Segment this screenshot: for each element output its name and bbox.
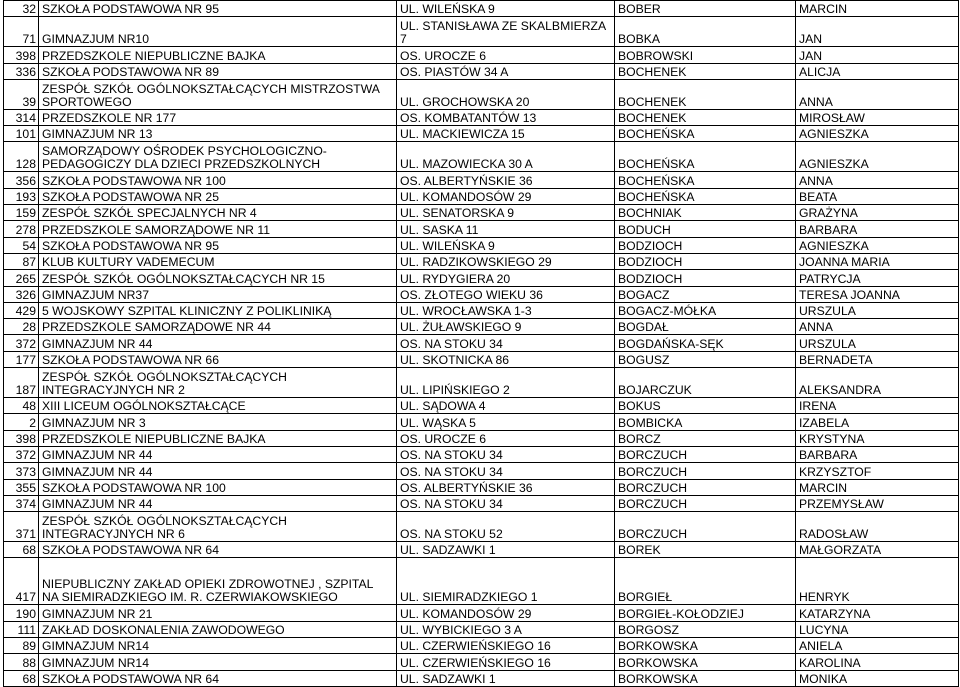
cell-id: 88 (4, 654, 39, 670)
cell-first-name: PATRYCJA (796, 270, 959, 286)
table-row (4, 654, 959, 670)
cell-surname: BORCZUCH (615, 495, 796, 511)
cell-id: 28 (4, 319, 39, 335)
cell-address: UL. MACKIEWICZA 15 (397, 126, 615, 142)
table-row (4, 237, 959, 253)
cell-address: OS. NA STOKU 52 (397, 512, 615, 542)
cell-surname: BOGUSZ (615, 351, 796, 367)
cell-institution: SZKOŁA PODSTAWOWA NR 95 (39, 1, 397, 17)
cell-institution: SZKOŁA PODSTAWOWA NR 25 (39, 188, 397, 204)
cell-institution: GIMNAZJUM NR 44 (39, 463, 397, 479)
cell-first-name: ANNA (796, 79, 959, 109)
cell-address: UL. CZERWIEŃSKIEGO 16 (397, 638, 615, 654)
table-row (4, 17, 959, 47)
cell-surname: BOJARCZUK (615, 368, 796, 398)
cell-institution: PRZEDSZKOLE SAMORZĄDOWE NR 44 (39, 319, 397, 335)
cell-surname: BOCHEŃSKA (615, 126, 796, 142)
table-row (4, 368, 959, 398)
cell-id: 372 (4, 446, 39, 462)
cell-institution: SZKOŁA PODSTAWOWA NR 64 (39, 670, 397, 686)
cell-institution: SZKOŁA PODSTAWOWA NR 89 (39, 63, 397, 79)
table-row (4, 479, 959, 495)
table-row (4, 47, 959, 63)
cell-address: UL. WROCŁAWSKA 1-3 (397, 302, 615, 318)
cell-surname: BODZIOCH (615, 253, 796, 269)
table-row (4, 398, 959, 414)
table-row (4, 302, 959, 318)
cell-id: 371 (4, 512, 39, 542)
cell-surname: BORKOWSKA (615, 670, 796, 686)
cell-id: 398 (4, 430, 39, 446)
cell-address: UL. SADZAWKI 1 (397, 670, 615, 686)
cell-institution: ZESPÓŁ SZKÓŁ OGÓLNOKSZTAŁCĄCYCH NR 15 (39, 270, 397, 286)
cell-surname: BOGDAŃSKA-SĘK (615, 335, 796, 351)
cell-id: 87 (4, 253, 39, 269)
cell-address: OS. NA STOKU 34 (397, 446, 615, 462)
cell-institution: SZKOŁA PODSTAWOWA NR 95 (39, 237, 397, 253)
table-row (4, 621, 959, 637)
cell-first-name: MONIKA (796, 670, 959, 686)
cell-institution: PRZEDSZKOLE NIEPUBLICZNE BAJKA (39, 47, 397, 63)
cell-id: 265 (4, 270, 39, 286)
cell-address: OS. ALBERTYŃSKIE 36 (397, 172, 615, 188)
cell-id: 48 (4, 398, 39, 414)
cell-address: UL. WILEŃSKA 9 (397, 237, 615, 253)
cell-surname: BORKOWSKA (615, 638, 796, 654)
cell-address: UL. GROCHOWSKA 20 (397, 79, 615, 109)
cell-surname: BOCHENEK (615, 109, 796, 125)
cell-institution: GIMNAZJUM NR 44 (39, 446, 397, 462)
table-row (4, 221, 959, 237)
cell-surname: BOCHEŃSKA (615, 172, 796, 188)
cell-surname: BOBKA (615, 17, 796, 47)
cell-surname: BORKOWSKA (615, 654, 796, 670)
cell-surname: BORCZUCH (615, 446, 796, 462)
cell-address: OS. NA STOKU 34 (397, 463, 615, 479)
cell-first-name: MAŁGORZATA (796, 542, 959, 558)
cell-surname: BORGIEŁ (615, 558, 796, 605)
table-row (4, 142, 959, 172)
table-row (4, 351, 959, 367)
cell-institution: GIMNAZJUM NR 21 (39, 605, 397, 621)
cell-id: 128 (4, 142, 39, 172)
cell-first-name: MIROSŁAW (796, 109, 959, 125)
cell-first-name: JAN (796, 47, 959, 63)
cell-first-name: GRAŻYNA (796, 205, 959, 221)
table-row (4, 205, 959, 221)
cell-address: UL. SADZAWKI 1 (397, 542, 615, 558)
cell-first-name: BERNADETA (796, 351, 959, 367)
cell-first-name: ANNA (796, 172, 959, 188)
cell-surname: BOBROWSKI (615, 47, 796, 63)
cell-address: UL. SENATORSKA 9 (397, 205, 615, 221)
cell-address: UL. WĄSKA 5 (397, 414, 615, 430)
cell-first-name: ANIELA (796, 638, 959, 654)
cell-id: 39 (4, 79, 39, 109)
cell-institution: GIMNAZJUM NR37 (39, 286, 397, 302)
cell-address: OS. ALBERTYŃSKIE 36 (397, 479, 615, 495)
cell-first-name: ALEKSANDRA (796, 368, 959, 398)
table-row (4, 670, 959, 686)
cell-institution: ZESPÓŁ SZKÓŁ OGÓLNOKSZTAŁCĄCYCH MISTRZOSTWA SPORTOWEGO (39, 79, 397, 109)
cell-id: 32 (4, 1, 39, 17)
cell-address: OS. ZŁOTEGO WIEKU 36 (397, 286, 615, 302)
cell-address: UL. WYBICKIEGO 3 A (397, 621, 615, 637)
cell-institution: KLUB KULTURY VADEMECUM (39, 253, 397, 269)
cell-surname: BORCZUCH (615, 463, 796, 479)
cell-id: 68 (4, 542, 39, 558)
cell-institution: SZKOŁA PODSTAWOWA NR 100 (39, 479, 397, 495)
cell-first-name: LUCYNA (796, 621, 959, 637)
cell-institution: SZKOŁA PODSTAWOWA NR 64 (39, 542, 397, 558)
cell-id: 314 (4, 109, 39, 125)
cell-address: UL. KOMANDOSÓW 29 (397, 188, 615, 204)
cell-id: 68 (4, 670, 39, 686)
cell-institution: GIMNAZJUM NR14 (39, 638, 397, 654)
cell-first-name: AGNIESZKA (796, 142, 959, 172)
cell-address: OS. NA STOKU 34 (397, 495, 615, 511)
cell-institution: GIMNAZJUM NR14 (39, 654, 397, 670)
cell-first-name: TERESA JOANNA (796, 286, 959, 302)
cell-id: 429 (4, 302, 39, 318)
cell-id: 278 (4, 221, 39, 237)
cell-first-name: KRYSTYNA (796, 430, 959, 446)
cell-address: OS. UROCZE 6 (397, 430, 615, 446)
cell-id: 177 (4, 351, 39, 367)
cell-institution: GIMNAZJUM NR10 (39, 17, 397, 47)
table-row (4, 1, 959, 17)
cell-institution: GIMNAZJUM NR 44 (39, 335, 397, 351)
cell-institution: SAMORZĄDOWY OŚRODEK PSYCHOLOGICZNO-PEDAGOGICZY DLA DZIECI PRZEDSZKOLNYCH (39, 142, 397, 172)
cell-first-name: URSZULA (796, 335, 959, 351)
cell-first-name: MARCIN (796, 1, 959, 17)
table-row (4, 79, 959, 109)
table-row (4, 253, 959, 269)
cell-id: 2 (4, 414, 39, 430)
table-row (4, 446, 959, 462)
table-row (4, 126, 959, 142)
cell-institution: GIMNAZJUM NR 3 (39, 414, 397, 430)
cell-address: UL. RADZIKOWSKIEGO 29 (397, 253, 615, 269)
cell-address: UL. STANISŁAWA ZE SKALBMIERZA 7 (397, 17, 615, 47)
cell-id: 159 (4, 205, 39, 221)
cell-surname: BOBER (615, 1, 796, 17)
cell-first-name: KRZYSZTOF (796, 463, 959, 479)
cell-id: 326 (4, 286, 39, 302)
cell-first-name: BARBARA (796, 221, 959, 237)
cell-surname: BOGACZ-MÓŁKA (615, 302, 796, 318)
cell-address: UL. ŻUŁAWSKIEGO 9 (397, 319, 615, 335)
cell-institution: ZAKŁAD DOSKONALENIA ZAWODOWEGO (39, 621, 397, 637)
cell-first-name: BARBARA (796, 446, 959, 462)
cell-surname: BORCZUCH (615, 479, 796, 495)
cell-surname: BOCHENEK (615, 63, 796, 79)
cell-first-name: ANNA (796, 319, 959, 335)
cell-first-name: KATARZYNA (796, 605, 959, 621)
cell-id: 71 (4, 17, 39, 47)
cell-id: 190 (4, 605, 39, 621)
cell-first-name: IZABELA (796, 414, 959, 430)
cell-id: 372 (4, 335, 39, 351)
cell-first-name: URSZULA (796, 302, 959, 318)
table-row (4, 414, 959, 430)
cell-surname: BOGDAŁ (615, 319, 796, 335)
cell-id: 356 (4, 172, 39, 188)
records-table-body (4, 1, 959, 687)
cell-id: 101 (4, 126, 39, 142)
cell-first-name: IRENA (796, 398, 959, 414)
cell-address: UL. SKOTNICKA 86 (397, 351, 615, 367)
cell-institution: NIEPUBLICZNY ZAKŁAD OPIEKI ZDROWOTNEJ , SZPITAL NA SIEMIRADZKIEGO IM. R. CZERWIAKOWSKIEGO (39, 558, 397, 605)
cell-surname: BOKUS (615, 398, 796, 414)
cell-first-name: KAROLINA (796, 654, 959, 670)
cell-institution: PRZEDSZKOLE NR 177 (39, 109, 397, 125)
table-row (4, 638, 959, 654)
table-row (4, 605, 959, 621)
cell-institution: SZKOŁA PODSTAWOWA NR 66 (39, 351, 397, 367)
cell-surname: BOGACZ (615, 286, 796, 302)
table-row (4, 63, 959, 79)
cell-institution: GIMNAZJUM NR 13 (39, 126, 397, 142)
cell-surname: BOCHEŃSKA (615, 188, 796, 204)
cell-first-name: JOANNA MARIA (796, 253, 959, 269)
cell-first-name: PRZEMYSŁAW (796, 495, 959, 511)
cell-id: 187 (4, 368, 39, 398)
cell-id: 398 (4, 47, 39, 63)
cell-surname: BOCHENEK (615, 79, 796, 109)
cell-id: 374 (4, 495, 39, 511)
cell-surname: BOREK (615, 542, 796, 558)
cell-address: OS. NA STOKU 34 (397, 335, 615, 351)
table-row (4, 188, 959, 204)
cell-id: 336 (4, 63, 39, 79)
cell-surname: BORCZUCH (615, 512, 796, 542)
cell-institution: SZKOŁA PODSTAWOWA NR 100 (39, 172, 397, 188)
cell-address: OS. UROCZE 6 (397, 47, 615, 63)
cell-address: UL. RYDYGIERA 20 (397, 270, 615, 286)
table-row (4, 172, 959, 188)
cell-id: 373 (4, 463, 39, 479)
cell-first-name: AGNIESZKA (796, 237, 959, 253)
table-row (4, 512, 959, 542)
table-row (4, 270, 959, 286)
table-row (4, 542, 959, 558)
cell-address: UL. SASKA 11 (397, 221, 615, 237)
table-row (4, 495, 959, 511)
cell-surname: BORGIEŁ-KOŁODZIEJ (615, 605, 796, 621)
cell-institution: 5 WOJSKOWY SZPITAL KLINICZNY Z POLIKLINIKĄ (39, 302, 397, 318)
cell-institution: ZESPÓŁ SZKÓŁ SPECJALNYCH NR 4 (39, 205, 397, 221)
cell-id: 193 (4, 188, 39, 204)
table-row (4, 463, 959, 479)
cell-address: UL. MAZOWIECKA 30 A (397, 142, 615, 172)
cell-id: 355 (4, 479, 39, 495)
cell-first-name: RADOSŁAW (796, 512, 959, 542)
cell-surname: BODZIOCH (615, 237, 796, 253)
cell-address: OS. KOMBATANTÓW 13 (397, 109, 615, 125)
cell-id: 111 (4, 621, 39, 637)
cell-institution: PRZEDSZKOLE SAMORZĄDOWE NR 11 (39, 221, 397, 237)
cell-first-name: AGNIESZKA (796, 126, 959, 142)
cell-institution: ZESPÓŁ SZKÓŁ OGÓLNOKSZTAŁCĄCYCH INTEGRACYJNYCH NR 2 (39, 368, 397, 398)
cell-surname: BORCZ (615, 430, 796, 446)
cell-first-name: ALICJA (796, 63, 959, 79)
cell-surname: BORGOSZ (615, 621, 796, 637)
cell-address: UL. CZERWIEŃSKIEGO 16 (397, 654, 615, 670)
cell-institution: PRZEDSZKOLE NIEPUBLICZNE BAJKA (39, 430, 397, 446)
cell-surname: BOCHNIAK (615, 205, 796, 221)
records-table (3, 0, 959, 687)
cell-address: UL. SĄDOWA 4 (397, 398, 615, 414)
cell-address: UL. LIPIŃSKIEGO 2 (397, 368, 615, 398)
cell-surname: BODZIOCH (615, 270, 796, 286)
cell-surname: BODUCH (615, 221, 796, 237)
table-row (4, 286, 959, 302)
table-row (4, 335, 959, 351)
cell-first-name: MARCIN (796, 479, 959, 495)
cell-address: UL. SIEMIRADZKIEGO 1 (397, 558, 615, 605)
cell-first-name: HENRYK (796, 558, 959, 605)
cell-address: UL. WILEŃSKA 9 (397, 1, 615, 17)
cell-institution: GIMNAZJUM NR 44 (39, 495, 397, 511)
cell-institution: XIII LICEUM OGÓLNOKSZTAŁCĄCE (39, 398, 397, 414)
cell-first-name: BEATA (796, 188, 959, 204)
table-row (4, 558, 959, 605)
cell-address: OS. PIASTÓW 34 A (397, 63, 615, 79)
table-row (4, 319, 959, 335)
cell-address: UL. KOMANDOSÓW 29 (397, 605, 615, 621)
cell-id: 417 (4, 558, 39, 605)
table-row (4, 109, 959, 125)
cell-first-name: JAN (796, 17, 959, 47)
cell-surname: BOMBICKA (615, 414, 796, 430)
cell-id: 54 (4, 237, 39, 253)
cell-id: 89 (4, 638, 39, 654)
cell-institution: ZESPÓŁ SZKÓŁ OGÓLNOKSZTAŁCĄCYCH INTEGRACYJNYCH NR 6 (39, 512, 397, 542)
table-row (4, 430, 959, 446)
cell-surname: BOCHEŃSKA (615, 142, 796, 172)
